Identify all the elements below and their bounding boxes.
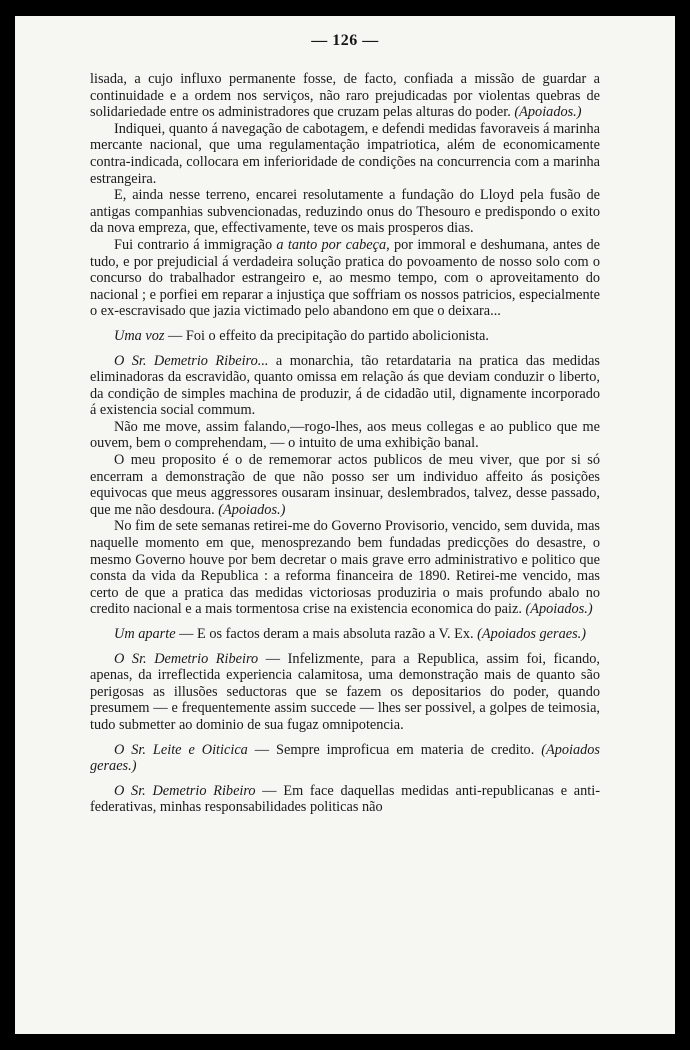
- paragraph-text: Fui contrario á immigração: [114, 236, 277, 253]
- apoiado-note: (Apoiados geraes.): [90, 741, 600, 775]
- paragraph-text: O meu proposito é o de rememorar actos publicos de meu viver, que por si só encerram a demonstração de que não posso ser um individuo affeito ás posições equivocas que meus aggressores ousaram insinuar, deslembrados, talvez, desse passado, que me não desdoura.: [90, 452, 600, 518]
- apoiado-note: (Apoiados.): [525, 601, 593, 618]
- paragraph-text: — E os factos deram a mais absoluta razão a V. Ex.: [175, 626, 474, 642]
- speaker-name: O Sr. Demetrio Ribeiro: [114, 650, 259, 667]
- paragraph-3: [90, 187, 600, 237]
- paragraph-10: [90, 626, 600, 643]
- speaker-name: O Sr. Demetrio Ribeiro...: [114, 352, 269, 369]
- page-number: — 126 —: [311, 32, 379, 49]
- speaker-name: O Sr. Leite e Oiticica: [114, 741, 248, 758]
- paragraph-6: [90, 353, 600, 419]
- paragraph-2: [90, 121, 600, 187]
- emphasis-text: a tanto por cabeça,: [276, 236, 390, 253]
- paragraph-9: [90, 518, 600, 618]
- paragraph-text: — Em face daquellas medidas anti-republicanas e anti-federativas, minhas responsabilidades politicas não: [90, 782, 600, 816]
- paragraph-8: [90, 452, 600, 518]
- paragraph-text: — Sempre improficua em materia de credito.: [247, 741, 535, 758]
- paragraph-text: Indiquei, quanto á navegação de cabotagem, e defendi medidas favoraveis á marinha mercante nacional, que uma regulamentação impatriotica, além de economicamente contra-indicada, collocara em inferioridade de condições na concurrencia com a marinha estrangeira.: [90, 120, 600, 187]
- body-text: [90, 71, 600, 816]
- paragraph-13: [90, 783, 600, 816]
- paragraph-5: [90, 328, 600, 345]
- paragraph-7: [90, 419, 600, 452]
- paragraph-text: a monarchia, tão retardataria na pratica das medidas eliminadoras da escravidão, quanto omissa em relação ás que deviam conduzir o liberto, da condição de simples machina de produzir, á de cidadão util, dignamente incorporado á existencia social commum.: [90, 352, 600, 419]
- speaker-name: Um aparte: [114, 626, 176, 642]
- paragraph-text: — Foi o effeito da precipitação do partido abolicionista.: [164, 327, 489, 344]
- paragraph-12: [90, 742, 600, 775]
- speaker-name: Uma voz: [114, 327, 165, 344]
- paragraph-text: lisada, a cujo influxo permanente fosse, de facto, confiada a missão de guardar a continuidade e a ordem nos serviços, não raro prejudicadas por violentas quebras de solidariedade entre os administradores que cruzam pelas alturas do poder.: [90, 71, 600, 121]
- paragraph-text: Não me move, assim falando,—rogo-lhes, aos meus collegas e ao publico que me ouvem, bem o comprehendam, — o intuito de uma exhibição banal.: [90, 418, 600, 452]
- paragraph-text: — Infelizmente, para a Republica, assim foi, ficando, apenas, da irreflectida experiencia calamitosa, uma demonstração mais de quanto são perigosas as illusões seductoras que se fazem os depositarios do poder, quando presumem — e frequentemente assim succede — lhes ser possivel, a golpes de teimosia, tudo submetter ao dominio de sua fugaz omnipotencia.: [90, 650, 600, 733]
- paragraph-text: E, ainda nesse terreno, encarei resolutamente a fundação do Lloyd pela fusão de antigas companhias subvencionadas, reduzindo onus do Thesouro e predispondo o exito da nova empreza, que, effectivamente, teve os mais prosperos dias.: [90, 187, 600, 237]
- speaker-name: O Sr. Demetrio Ribeiro: [114, 782, 256, 799]
- paragraph-11: [90, 651, 600, 734]
- paragraph-text: por immoral e deshumana, antes de tudo, e por prejudicial á verdadeira solução pratica do povoamento de nosso solo com o concurso do trabalhador estrangeiro e, ao mesmo tempo, com o aproveitamento do nacional ; e porfiei em reparar a injustiça que soffriam os nossos patricios, especialmente o ex-escravisado que jazia victimado pelo abandono em que o deixara...: [90, 236, 600, 320]
- apoiado-note: (Apoiados.): [514, 104, 582, 121]
- paragraph-1: [90, 71, 600, 121]
- document-page: [15, 16, 675, 1034]
- paragraph-text: No fim de sete semanas retirei-me do Governo Provisorio, vencido, sem duvida, mas naquelle momento em que, menosprezando bem fundadas predicções do desastre, o mesmo Governo houve por bem decretar o mais grave erro administrativo e politico que consta da vida da Republica : a reforma financeira de 1890. Retirei-me vencido, mas certo de que a pratica das medidas victoriosas produziria o mais profundo abalo no credito nacional e a mais tormentosa crise na existencia economica do paiz.: [90, 518, 600, 618]
- apoiado-note: (Apoiados.): [218, 501, 286, 518]
- apoiado-note: (Apoiados geraes.): [477, 626, 586, 642]
- paragraph-4: [90, 237, 600, 320]
